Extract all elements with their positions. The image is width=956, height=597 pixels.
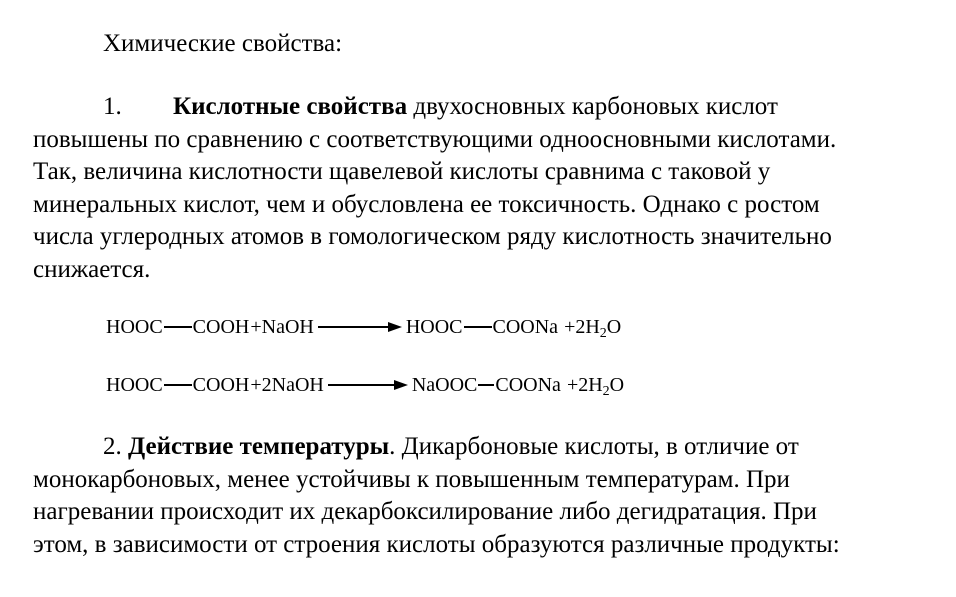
bold-term: Кислотные свойства xyxy=(173,93,408,120)
paragraph-acid-properties xyxy=(33,91,943,286)
bond-line xyxy=(464,326,492,328)
byproduct: $+2H_2O$ xyxy=(564,316,622,341)
reagent: +2NaOH xyxy=(250,374,324,396)
formula-fragment: HOOC xyxy=(106,316,163,338)
reaction-arrow-icon xyxy=(318,321,402,333)
paragraph-line: минеральных кислот, чем и обусловлена ее токсичность. Однако с ростом xyxy=(33,190,820,218)
paragraph-text: двухосновных карбоновых кислот xyxy=(407,93,778,120)
reaction-arrow-icon xyxy=(328,379,408,391)
section-heading: Химические свойства: xyxy=(103,30,343,57)
paragraph-line xyxy=(33,431,943,464)
paragraph-line xyxy=(33,91,943,124)
formula-fragment: COONa xyxy=(492,316,559,338)
list-number: 2. xyxy=(103,433,122,460)
formula-fragment: HOOC xyxy=(405,316,463,338)
paragraph-line: снижается. xyxy=(33,255,151,283)
paragraph-temperature-effect xyxy=(33,431,943,561)
paragraph-line: числа углеродных атомов в гомологическом ряду кислотность значительно xyxy=(33,223,832,250)
paragraph-line: повышены по сравнению с соответствующими одноосновными кислотами. xyxy=(33,125,837,153)
formula-fragment: COONa xyxy=(495,374,561,396)
formula-fragment: HOOC xyxy=(106,374,163,396)
formula-fragment: COOH xyxy=(192,316,250,338)
equation-oxalic-2naoh xyxy=(106,372,624,398)
formula-fragment: NaOOC xyxy=(411,374,478,396)
paragraph-line: монокарбоновых, менее устойчивы к повышенным температурам. При xyxy=(33,465,790,493)
reagent: +NaOH xyxy=(250,316,314,338)
paragraph-text: . Дикарбоновые кислоты, в отличие от xyxy=(389,433,799,460)
formula-fragment: COOH xyxy=(192,374,250,396)
bold-term: Действие температуры xyxy=(128,433,390,460)
byproduct: $+2H_2O$ xyxy=(566,374,625,399)
list-number: 1. xyxy=(103,93,122,120)
equation-oxalic-naoh xyxy=(106,314,621,340)
paragraph-line: этом, в зависимости от строения кислоты образуются различные продукты: xyxy=(33,530,840,558)
bond-line xyxy=(164,326,192,328)
paragraph-line: нагревании происходит их декарбоксилирование либо дегидратация. При xyxy=(33,498,817,525)
paragraph-line: Так, величина кислотности щавелевой кислоты сравнима с таковой у xyxy=(33,158,771,185)
bond-line xyxy=(164,384,192,386)
bond-line xyxy=(478,384,494,386)
